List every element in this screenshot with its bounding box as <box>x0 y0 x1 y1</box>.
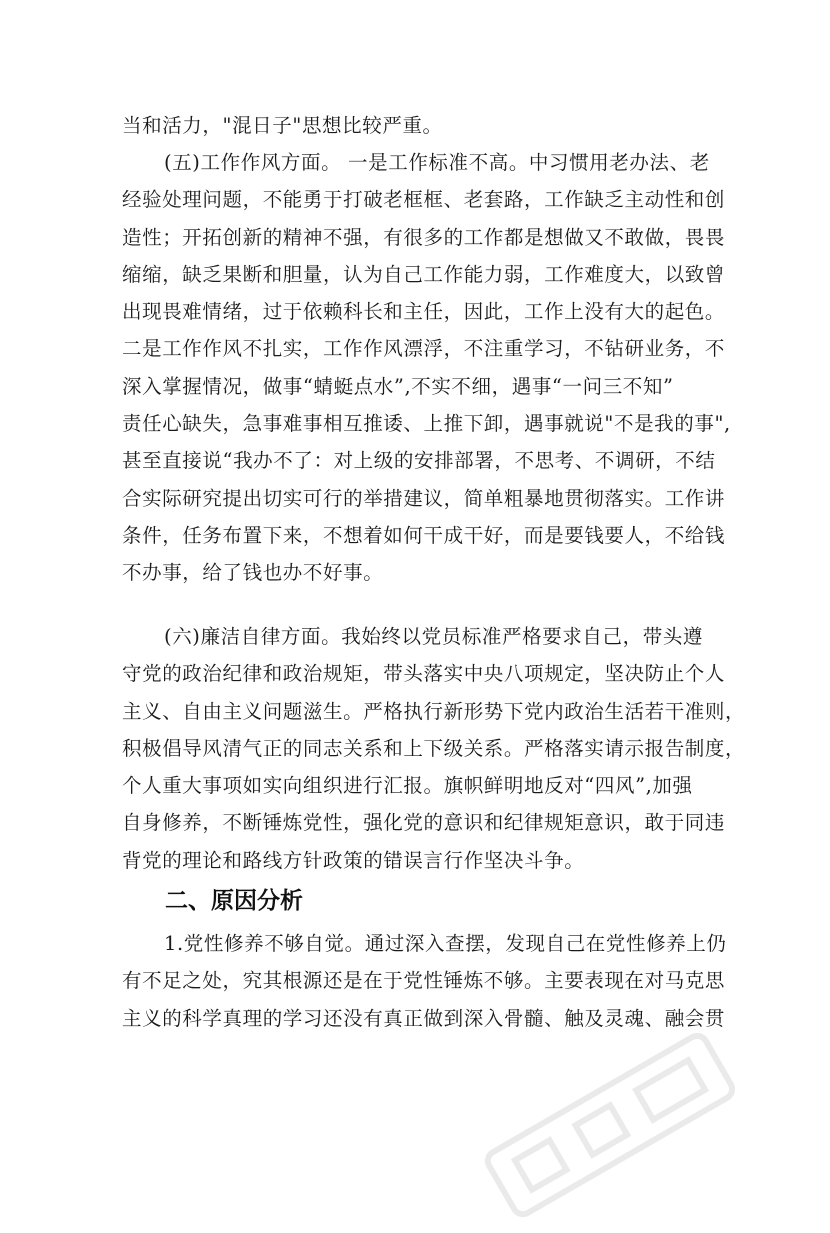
text-line: 自身修养，不断锤炼党性，强化党的意识和纪律规矩意识，敢于同违 <box>122 811 726 835</box>
text-line: 缩缩，缺乏果断和胆量，认为自己工作能力弱，工作难度大，以致曾 <box>122 262 726 286</box>
text-line: 合实际研究提出切实可行的举措建议，简单粗暴地贯彻落实。工作讲 <box>122 486 726 510</box>
text-line: 深入掌握情况，做事“蜻蜓点水”,不实不细，遇事“一问三不知” <box>122 374 674 398</box>
text-line: 个人重大事项如实向组织进行汇报。旗帜鲜明地反对“四风”,加强 <box>122 774 693 798</box>
section-heading: 二、原因分析 <box>165 888 303 914</box>
text-line: (五)工作作风方面。 一是工作标准不高。中习惯用老办法、老 <box>164 151 710 174</box>
text-line: 1.党性修养不够自觉。通过深入查摆，发现自己在党性修养上仍 <box>164 932 727 955</box>
text-line: 主义的科学真理的学习还没有真正做到深入骨髓、触及灵魂、融会贯 <box>122 1006 726 1030</box>
text-line: 积极倡导风清气正的同志关系和上下级关系。严格落实请示报告制度， <box>122 736 746 760</box>
text-line: 二是工作作风不扎实，工作作风漂浮，不注重学习，不钻研业务，不 <box>122 337 726 361</box>
text-line: 出现畏难情绪，过于依赖科长和主任，因此，工作上没有大的起色。 <box>122 300 726 324</box>
text-line: 有不足之处，究其根源还是在于党性锤炼不够。主要表现在对马克思 <box>122 969 726 993</box>
text-line: 背党的理论和路线方针政策的错误言行作坚决斗争。 <box>122 848 585 872</box>
text-line: 经验处理问题，不能勇于打破老框框、老套路，工作缺乏主动性和创 <box>122 188 726 212</box>
paragraph-continuation <box>122 107 712 144</box>
paragraph-work-style <box>122 144 731 592</box>
text-line: 守党的政治纪律和政治规矩，带头落实中央八项规定，坚决防止个人 <box>122 662 726 686</box>
text-line: 造性；开拓创新的精神不强，有很多的工作都是想做又不敢做，畏畏 <box>122 225 726 249</box>
text-line: 不办事，给了钱也办不好事。 <box>122 561 384 585</box>
paragraph-integrity <box>122 618 746 879</box>
text-line: 主义、自由主义问题滋生。严格执行新形势下党内政治生活若干准则， <box>122 699 746 723</box>
watermark-logo <box>475 1021 745 1229</box>
paragraph-cause-analysis <box>122 925 727 1037</box>
text-line: 责任心缺失，急事难事相互推诿、上推下卸，遇事就说"不是我的事", <box>122 412 731 436</box>
text-line: 甚至直接说“我办不了：对上级的安排部署，不思考、不调研，不结 <box>122 449 716 473</box>
text-line: 当和活力，"混日子"思想比较严重。 <box>122 114 443 137</box>
text-line: (六)廉洁自律方面。我始终以党员标准严格要求自己，带头遵 <box>164 625 704 648</box>
text-line: 条件，任务布置下来，不想着如何干成干好，而是要钱要人，不给钱 <box>122 523 726 547</box>
